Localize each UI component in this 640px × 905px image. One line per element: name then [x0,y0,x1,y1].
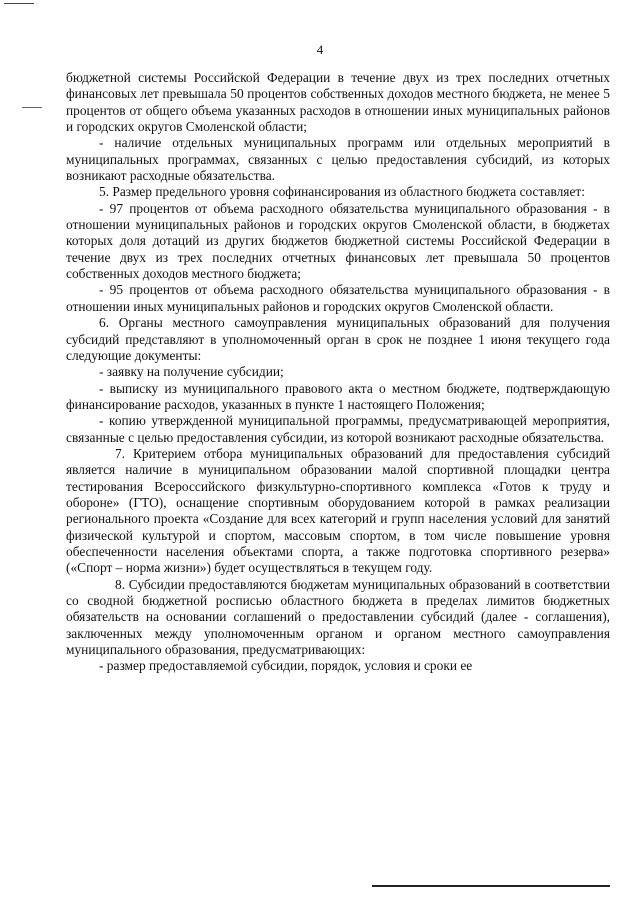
paragraph-list-item: - 95 процентов от объема расходного обязательства муниципального образования - в отношении иных муниципальных районов и городских округов Смоленской области. [66,282,610,314]
paragraph-list-item: - заявку на получение субсидии; [99,364,284,380]
paragraph-list-item: - копию утвержденной муниципальной программы, предусматривающей мероприятия, связанные с целью предоставления субсидии, из которой возникают расходные обязательства. [66,413,610,445]
scan-artifact-mark [4,3,34,4]
scan-artifact-mark [22,107,42,108]
page-number: 4 [316,42,324,57]
paragraph-list-item: - выписку из муниципального правового акта о местном бюджете, подтверждающую финансирование расходов, указанных в пункте 1 настоящего Положения; [66,380,610,412]
paragraph-clause-8: 8. Субсидии предоставляются бюджетам муниципальных образований в соответствии со сводной бюджетной росписью областного бюджета в пределах лимитов бюджетных обязательств на основании соглашений о предоставлении субсидий (далее - соглашения), заключенных между уполномоченным органом и органом местного самоуправления муниципального образования, предусматривающих: [66,576,610,658]
paragraph-clause-7: 7. Критерием отбора муниципальных образований для предоставления субсидий является наличие в муниципальном образовании малой спортивной площадки центра тестирования Всероссийского физкультурно-спортивного комплекса «Готов к труду и обороне» (ГТО), оснащение спортивным оборудованием которой в рамках реализации регионального проекта «Создание для всех категорий и групп населения условий для занятий физической культурой и спортом, массовым спортом, в том числе повышение уровня обеспеченности населения объектами спорта, а также подготовка спортивного резерва» («Спорт – норма жизни») будет осуществляться в текущем году. [66,445,610,576]
paragraph-list-item: - наличие отдельных муниципальных программ или отдельных мероприятий в муниципальных программах, связанных с целью предоставления субсидий, из которых возникают расходные обязательства. [66,135,610,184]
paragraph: бюджетной системы Российской Федерации в течение двух из трех последних отчетных финансовых лет превышала 50 процентов собственных доходов местного бюджета, не менее 5 процентов от общего объема указанных расходов в отношении иных муниципальных районов и городских округов Смоленской области; [66,70,610,135]
paragraph-clause-5: 5. Размер предельного уровня софинансирования из областного бюджета составляет: [99,184,585,200]
document-body [66,70,610,675]
paragraph-clause-6: 6. Органы местного самоуправления муниципальных образований для получения субсидий представляют в уполномоченный орган в срок не позднее 1 июня текущего года следующие документы: [66,315,610,363]
paragraph-list-item: - 97 процентов от объема расходного обязательства муниципального образования - в отношении муниципальных районов и городских округов Смоленской области, в бюджетах которых доля дотаций из других бюджетов бюджетной системы Российской Федерации в течение двух из трех последних отчетных финансовых лет превышала 50 процентов собственных доходов местного бюджета; [66,200,610,282]
paragraph-list-item: - размер предоставляемой субсидии, порядок, условия и сроки ее [99,658,473,674]
footer-rule [372,885,610,887]
